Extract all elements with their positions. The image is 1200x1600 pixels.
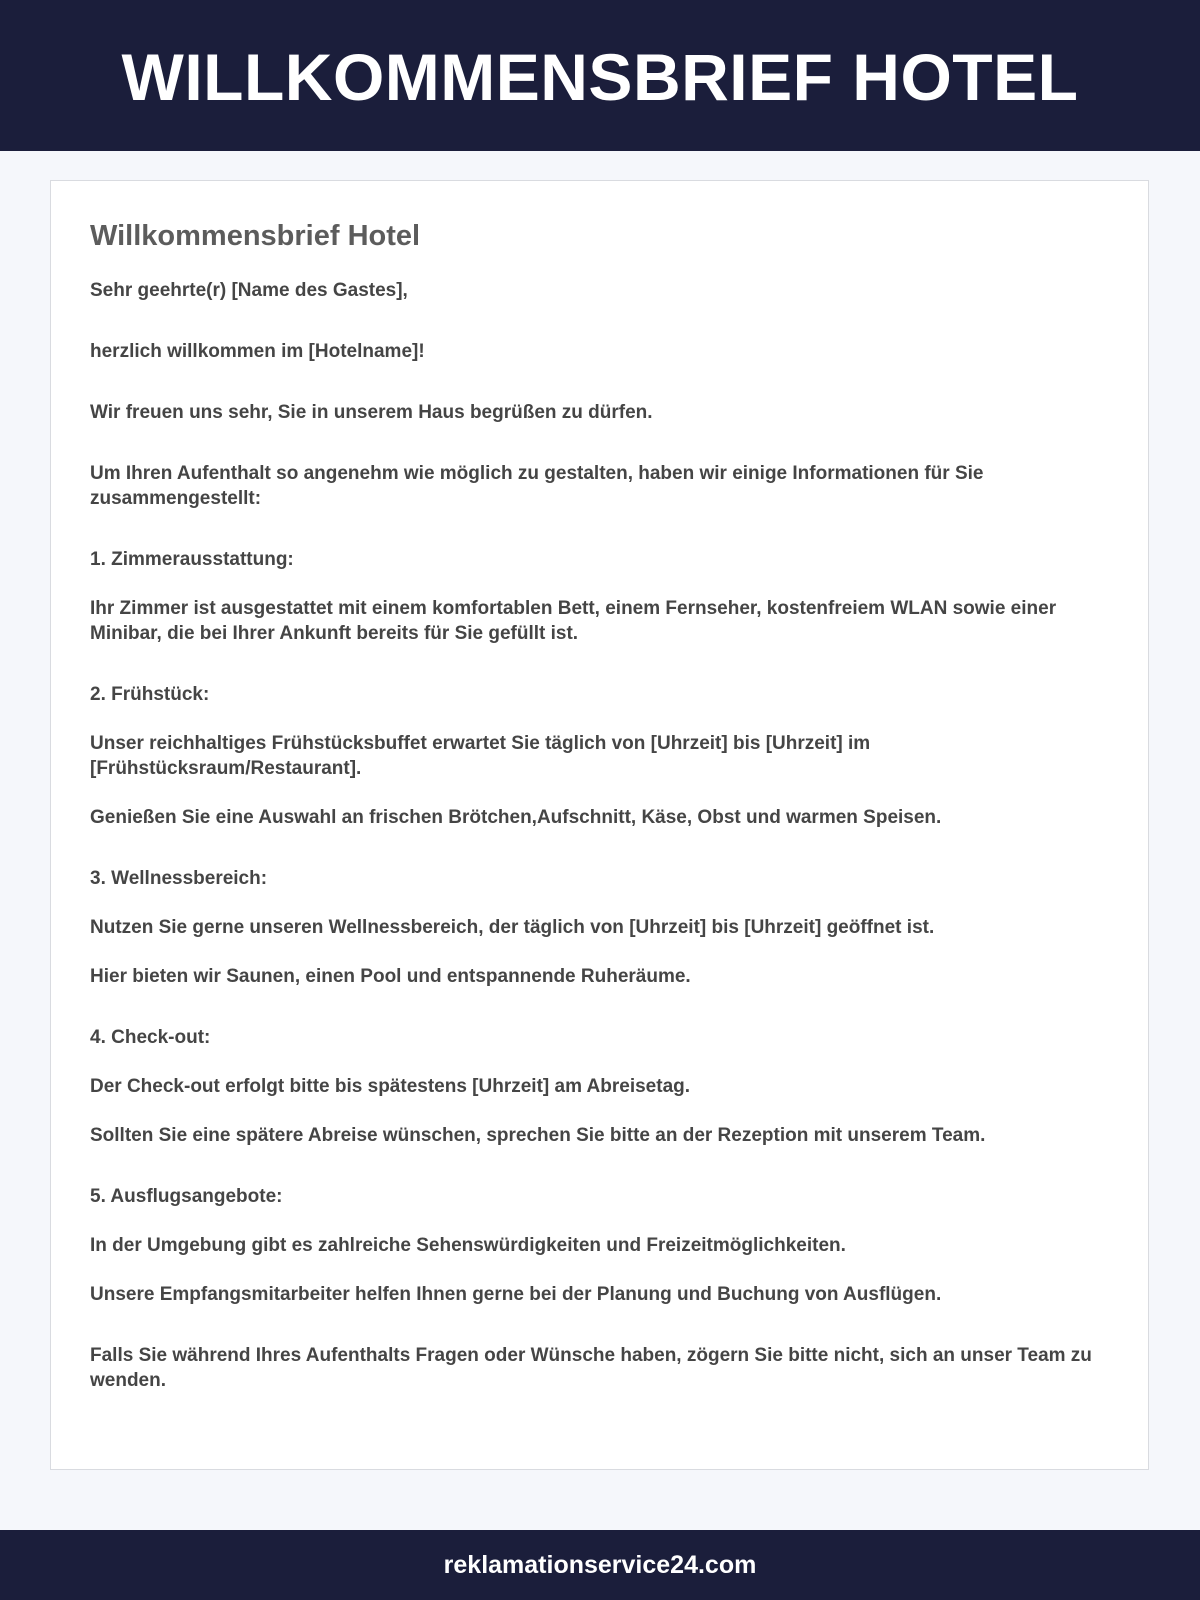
intro-paragraph: Um Ihren Aufenthalt so angenehm wie möglich zu gestalten, haben wir einige Informationen für Sie zusammengestellt: [90,463,984,509]
section-text: In der Umgebung gibt es zahlreiche Sehenswürdigkeiten und Freizeitmöglichkeiten. [90,1235,846,1256]
footer-banner [0,1530,1200,1600]
section-heading-wellness: 3. Wellnessbereich: [90,868,268,889]
section-text: Der Check-out erfolgt bitte bis spätestens [Uhrzeit] am Abreisetag. [90,1076,691,1097]
salutation: Sehr geehrte(r) [Name des Gastes], [90,280,408,301]
closing-paragraph: Falls Sie während Ihres Aufenthalts Fragen oder Wünsche haben, zögern Sie bitte nicht, sich an unser Team zu wenden. [90,1345,1092,1391]
section-text: Unsere Empfangsmitarbeiter helfen Ihnen gerne bei der Planung und Buchung von Ausflügen. [90,1284,942,1305]
section-heading-ausfluege: 5. Ausflugsangebote: [90,1186,283,1207]
section-text: Ihr Zimmer ist ausgestattet mit einem komfortablen Bett, einem Fernseher, kostenfreiem WLAN sowie einer Minibar, die bei Ihrer Ankunft bereits für Sie gefüllt ist. [90,598,1057,644]
section-heading-checkout: 4. Check-out: [90,1027,211,1048]
letter-title: Willkommensbrief Hotel [90,220,421,252]
section-heading-fruehstueck: 2. Frühstück: [90,684,210,705]
greeting-line: Wir freuen uns sehr, Sie in unserem Haus begrüßen zu dürfen. [90,402,653,423]
letter-card [50,180,1149,1470]
section-heading-zimmer: 1. Zimmerausstattung: [90,549,294,570]
section-text: Unser reichhaltiges Frühstücksbuffet erwartet Sie täglich von [Uhrzeit] bis [Uhrzeit] im [Frühstücksraum/Restaurant]. [90,733,871,779]
page-title: WILLKOMMENSBRIEF HOTEL [121,39,1079,114]
section-text: Hier bieten wir Saunen, einen Pool und entspannende Ruheräume. [90,966,691,987]
section-text: Sollten Sie eine spätere Abreise wünschen, sprechen Sie bitte an der Rezeption mit unserem Team. [90,1125,986,1146]
header-banner [0,0,1200,151]
section-text: Genießen Sie eine Auswahl an frischen Brötchen,Aufschnitt, Käse, Obst und warmen Speisen. [90,807,942,828]
section-text: Nutzen Sie gerne unseren Wellnessbereich, der täglich von [Uhrzeit] bis [Uhrzeit] geöffnet ist. [90,917,935,938]
welcome-line: herzlich willkommen im [Hotelname]! [90,341,425,362]
footer-site-link[interactable]: reklamationservice24.com [443,1550,757,1579]
